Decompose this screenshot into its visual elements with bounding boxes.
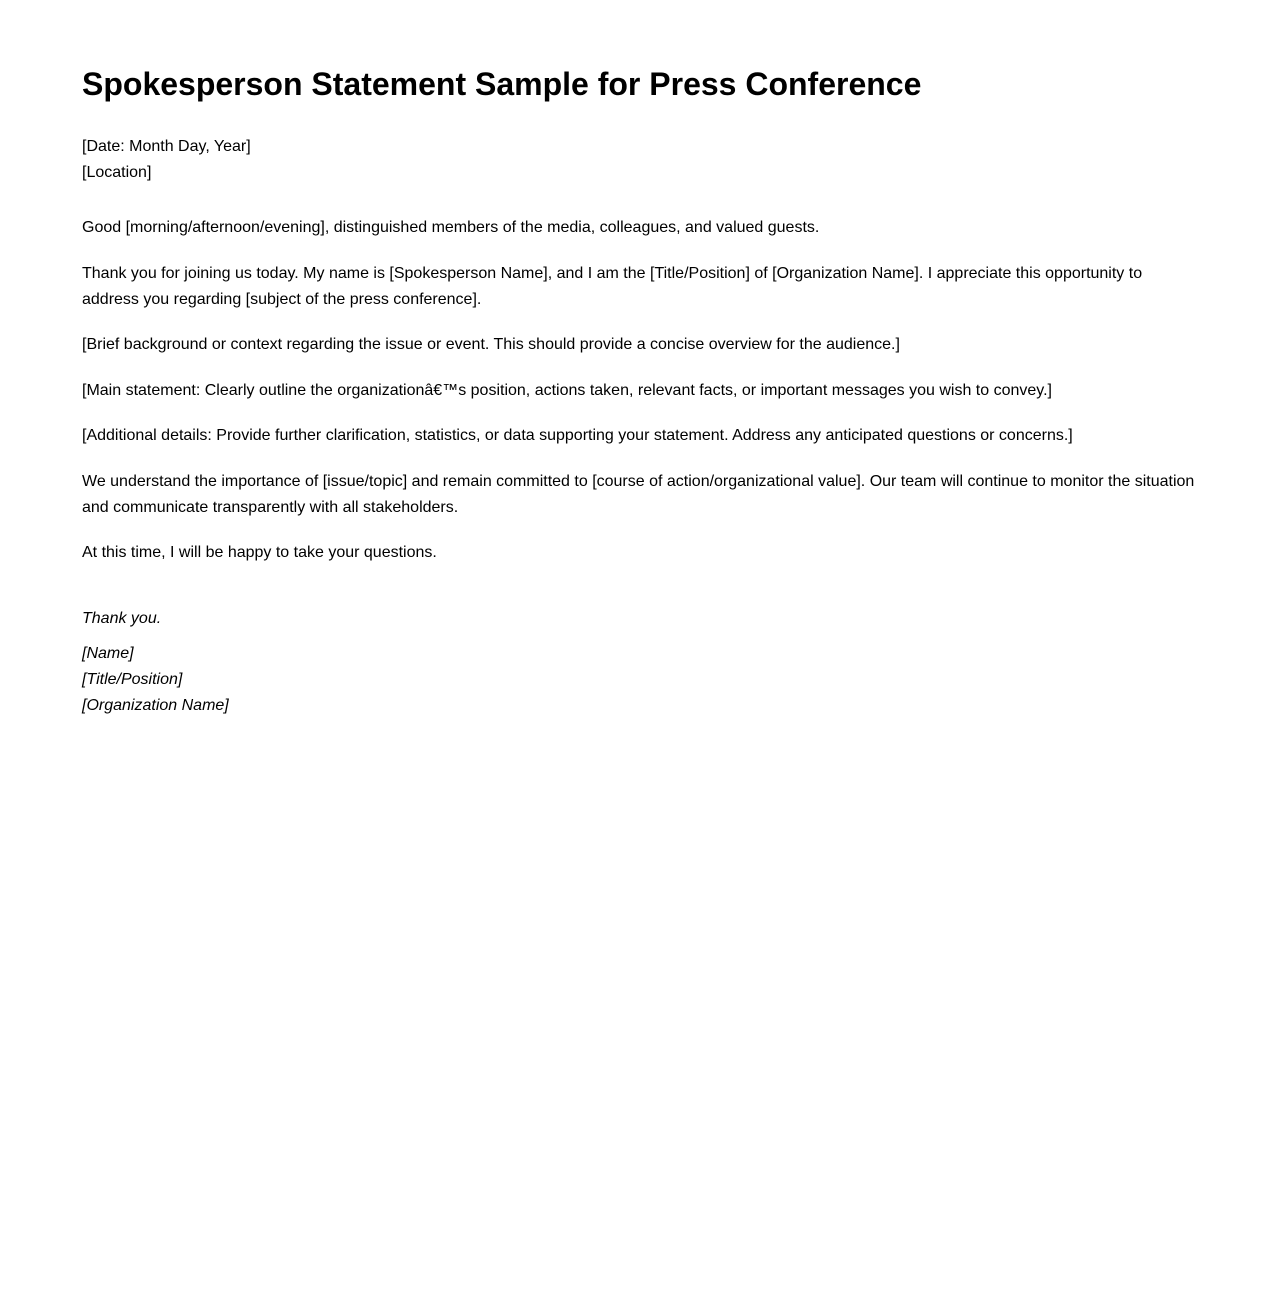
date-line: [Date: Month Day, Year] <box>82 138 251 155</box>
signature-organization: [Organization Name] <box>82 697 229 714</box>
paragraph-introduction: Thank you for joining us today. My name is [Spokesperson Name], and I am the [Title/Position] of [Organization Name]. I appreciate this opportunity to address you regarding [subject of the press conference]. <box>82 264 1143 308</box>
paragraph-background: [Brief background or context regarding the issue or event. This should provide a concise overview for the audience.] <box>82 336 900 353</box>
location-line: [Location] <box>82 164 152 181</box>
paragraph-additional-details: [Additional details: Provide further clarification, statistics, or data supporting your statement. Address any anticipated questions or concerns.] <box>82 427 1073 444</box>
meta-block <box>82 134 1198 186</box>
signature-name: [Name] <box>82 645 134 662</box>
paragraph-greeting: Good [morning/afternoon/evening], distinguished members of the media, colleagues, and valued guests. <box>82 219 820 236</box>
signature-title: [Title/Position] <box>82 671 183 688</box>
paragraph-questions: At this time, I will be happy to take your questions. <box>82 544 437 561</box>
paragraph-main-statement: [Main statement: Clearly outline the organizationâ€™s position, actions taken, relevant facts, or important messages you wish to convey.] <box>82 381 1052 399</box>
paragraph-commitment: We understand the importance of [issue/topic] and remain committed to [course of action/organizational value]. Our team will continue to monitor the situation and communicate transparently with all stakeholders. <box>82 472 1195 516</box>
document <box>82 62 1198 719</box>
signature-block <box>82 641 1198 719</box>
closing-text: Thank you. <box>82 610 162 627</box>
page-title: Spokesperson Statement Sample for Press Conference <box>82 66 922 102</box>
